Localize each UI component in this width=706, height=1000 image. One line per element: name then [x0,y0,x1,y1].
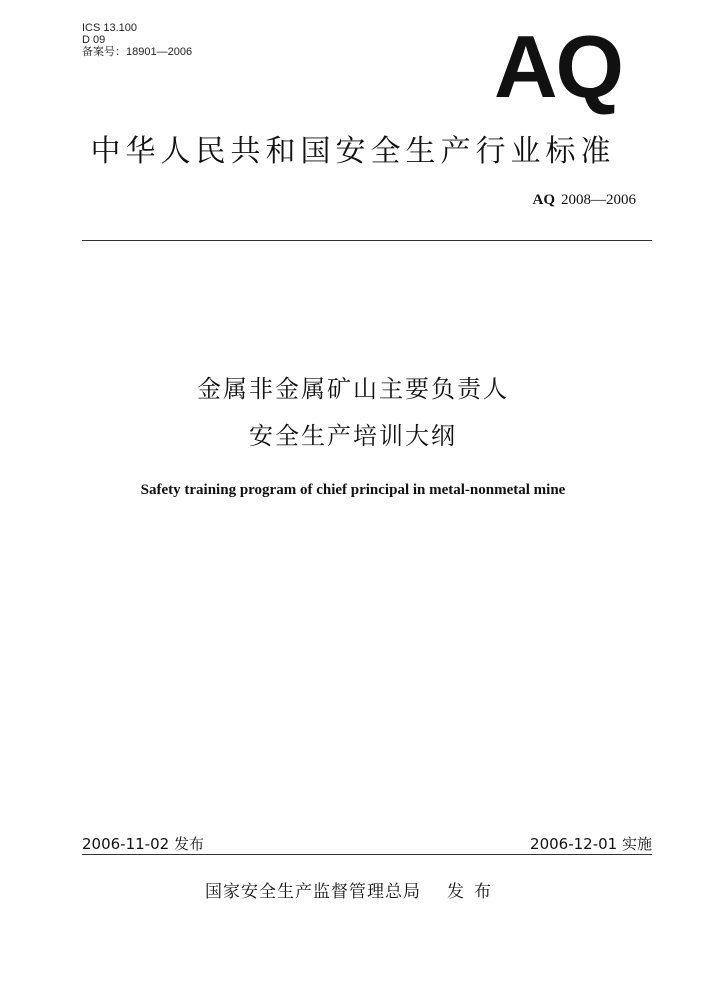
standard-number-value: 2008—2006 [561,192,636,208]
aq-logo: AQ [494,17,622,116]
header-divider [82,240,652,241]
publisher [0,877,706,902]
document-title-line-2: 安全生产培训大纲 [249,422,457,450]
standard-code: AQ [532,192,555,208]
standard-number [533,192,637,209]
issue-date: 2006-11-02 发布 [82,835,204,853]
record-number: 备案号：18901—2006 [82,46,193,58]
document-title-line-1: 金属非金属矿山主要负责人 [197,375,509,403]
effective-date: 2006-12-01 实施 [530,835,652,853]
footer-divider [82,854,652,855]
publish-action: 发布 [447,882,501,902]
english-title: Safety training program of chief principal in metal-nonmetal mine [140,482,566,498]
publisher-name: 国家安全生产监督管理总局 [205,882,421,902]
ics-code: ICS 13.100 [82,22,138,34]
classification-code: D 09 [82,34,106,46]
standard-category-title: 中华人民共和国安全生产行业标准 [90,134,616,169]
